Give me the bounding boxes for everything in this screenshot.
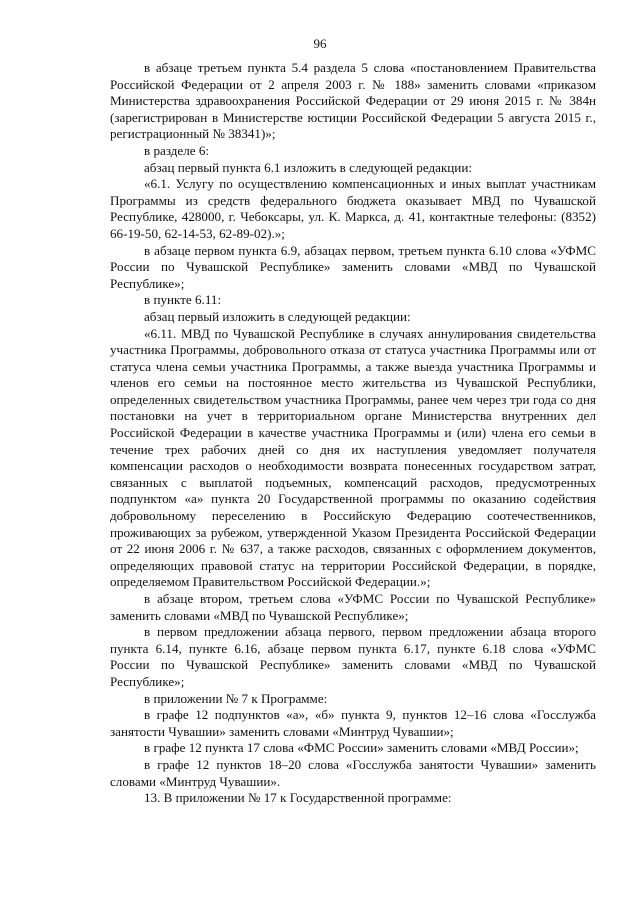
- paragraph-4: «6.1. Услугу по осуществлению компенсационных и иных выплат участникам Программы из средств федерального бюджета оказывает МВД по Чувашской Республике, 428000, г. Чебоксары, ул. К. Маркса, д. 41, контактные телефоны: (8352) 66-19-50, 62-14-53, 62-89-02).»;: [110, 176, 596, 241]
- paragraph-7: абзац первый изложить в следующей редакции:: [144, 308, 411, 324]
- document-body: [110, 60, 596, 807]
- paragraph-14: в графе 12 пунктов 18–20 слова «Госслужба занятости Чувашии» заменить словами «Минтруд Чувашии».: [110, 756, 596, 789]
- paragraph-15: 13. В приложении № 17 к Государственной программе:: [144, 790, 452, 806]
- paragraph-8: «6.11. МВД по Чувашской Республике в случаях аннулирования свидетельства участника Программы, добровольного отказа от статуса участника Программы или от статуса члена семьи участника Программы, а также выезда участника Программы и членов его семьи на постоянное место жительства из Чувашской Республики, определенных свидетельством участника Программы, ранее чем через три года со дня постановки на учет в территориальном органе Министерства внутренних дел Российской Федерации в качестве участника Программы и (или) члена его семьи в течение трех рабочих дней со дня их наступления уведомляет получателя компенсации расходов о необходимости возврата понесенных государством затрат, связанных с выплатой подъемных, компенсаций расходов, предусмотренных подпунктом «а» пункта 20 Государственной программы по оказанию содействия добровольному переселению в Российскую Федерацию соотечественников, проживающих за рубежом, утвержденной Указом Президента Российской Федерации от 22 июня 2006 г. № 637, а также расходов, связанных с оформлением документов, определяющих правовой статус на территории Российской Федерации, в порядке, определяемом Правительством Российской Федерации.»;: [110, 325, 596, 590]
- page-number: 96: [313, 36, 327, 51]
- paragraph-13: в графе 12 пункта 17 слова «ФМС России» заменить словами «МВД России»;: [144, 740, 579, 756]
- paragraph-10: в первом предложении абзаца первого, первом предложении абзаца второго пункта 6.14, пункте 6.16, абзаце первом пункта 6.17, пункте 6.18 слова «УФМС России по Чувашской Республике» заменить словами «МВД по Чувашской Республике»;: [110, 624, 596, 689]
- paragraph-3: абзац первый пункта 6.1 изложить в следующей редакции:: [144, 159, 472, 175]
- paragraph-11: в приложении № 7 к Программе:: [144, 690, 328, 706]
- paragraph-12: в графе 12 подпунктов «а», «б» пункта 9, пунктов 12–16 слова «Госслужба занятости Чувашии» заменить словами «Минтруд Чувашии»;: [110, 707, 596, 739]
- paragraph-2: в разделе 6:: [144, 142, 210, 158]
- paragraph-9: в абзаце втором, третьем слова «УФМС России по Чувашской Республике» заменить словами «МВД по Чувашской Республике»;: [110, 591, 596, 623]
- paragraph-5: в абзаце первом пункта 6.9, абзацах первом, третьем пункта 6.10 слова «УФМС России по Чувашской Республике» заменить словами «МВД по Чувашской Республике»;: [110, 242, 596, 291]
- paragraph-6: в пункте 6.11:: [144, 292, 222, 308]
- paragraph-1: в абзаце третьем пункта 5.4 раздела 5 слова «постановлением Правительства Российской Федерации от 2 апреля 2003 г. № 188» заменить словами «приказом Министерства здравоохранения Российской Федерации от 29 июня 2015 г. № 384н (зарегистрирован в Министерстве юстиции Российской Федерации 5 августа 2015 г., регистрационный № 38341)»;: [110, 60, 596, 142]
